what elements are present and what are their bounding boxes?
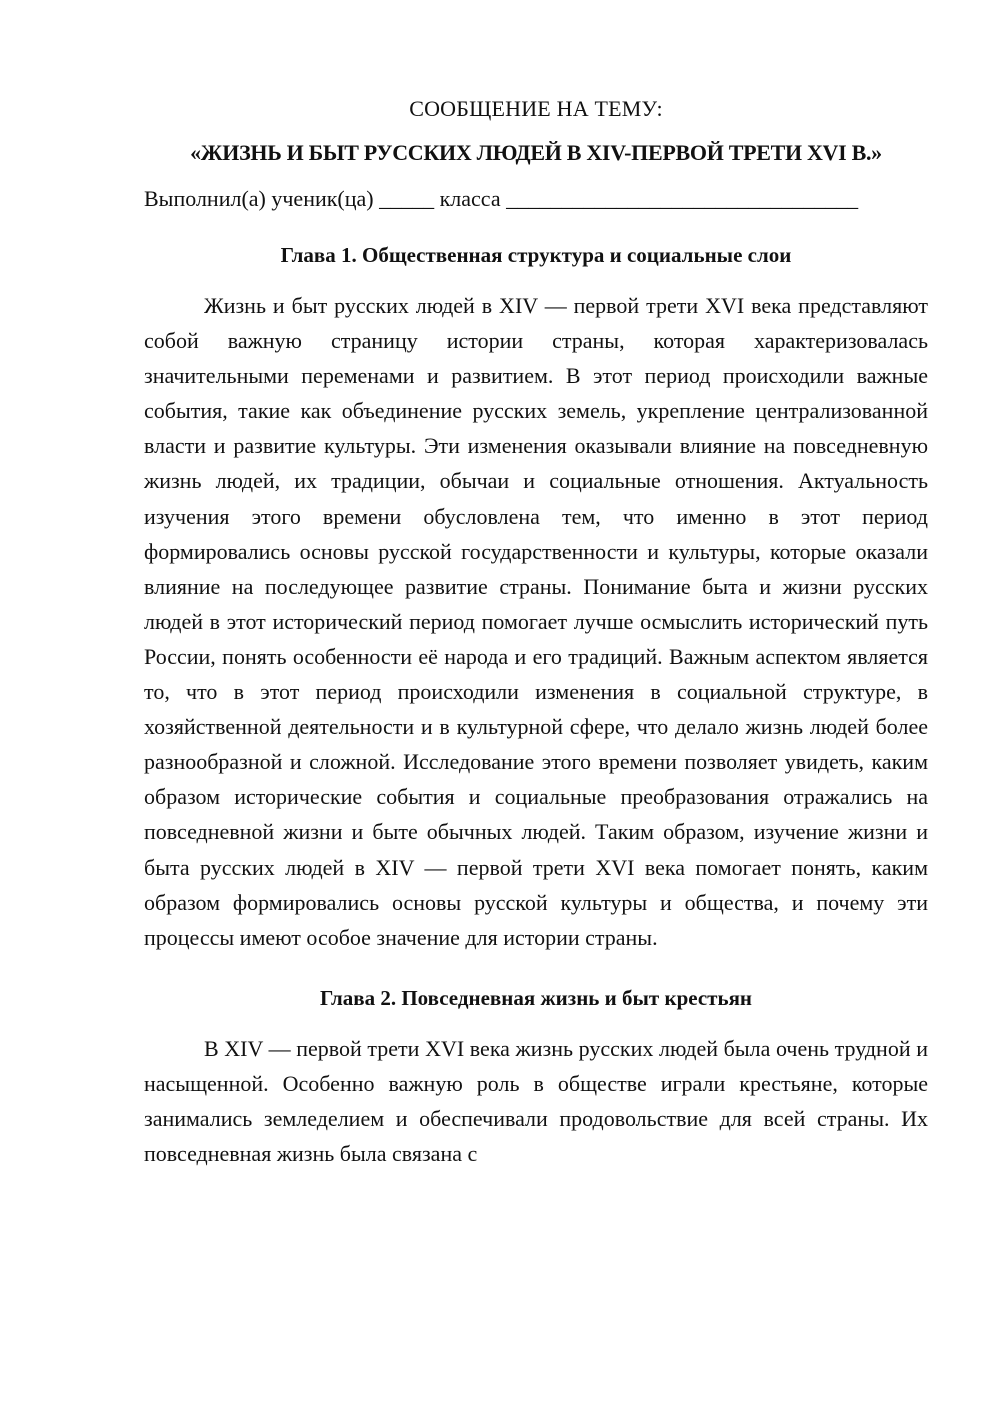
chapter-1-paragraph: Жизнь и быт русских людей в XIV — первой трети XVI века представляют собой важную страницу истории страны, которая характеризовалась значительными переменами и развитием. В этот период происходили важные события, такие как объединение русских земель, укрепление централизованной власти и развитие культуры. Эти изменения оказывали влияние на повседневную жизнь людей, их традиции, обычаи и социальные отношения. Актуальность изучения этого времени обусловлена тем, что именно в этот период формировались основы русской государственности и культуры, которые оказали влияние на последующее развитие страны. Понимание быта и жизни русских людей в этот исторический период помогает лучше осмыслить исторический путь России, понять особенности её народа и его традиций. Важным аспектом является то, что в этот период происходили изменения в социальной структуре, в хозяйственной деятельности и в культурной сфере, что делало жизнь людей более разнообразной и сложной. Исследование этого времени позволяет увидеть, каким образом исторические события и социальные преобразования отражались на повседневной жизни и быте обычных людей. Таким образом, изучение жизни и быта русских людей в XIV — первой трети XVI века помогает понять, каким образом формировались основы русской культуры и общества, и почему эти процессы имеют особое значение для истории страны. <box>144 293 928 950</box>
document-topic: СООБЩЕНИЕ НА ТЕМУ: <box>409 96 663 121</box>
chapter-2-paragraph: В XIV — первой трети XVI века жизнь русских людей была очень трудной и насыщенной. Особенно важную роль в обществе играли крестьяне, которые занимались земледелием и обеспечивали продовольствие для всей страны. Их повседневная жизнь была связана с <box>144 1035 928 1167</box>
chapter-1-heading: Глава 1. Общественная структура и социальные слои <box>280 243 792 267</box>
document-page <box>144 92 928 1171</box>
author-line: Выполнил(а) ученик(ца) _____ класса ________________________________ <box>144 186 859 211</box>
chapter-2-heading: Глава 2. Повседневная жизнь и быт крестьян <box>319 985 753 1010</box>
document-title: «ЖИЗНЬ И БЫТ РУССКИХ ЛЮДЕЙ В XIV-ПЕРВОЙ ТРЕТИ XVI В.» <box>190 140 882 165</box>
